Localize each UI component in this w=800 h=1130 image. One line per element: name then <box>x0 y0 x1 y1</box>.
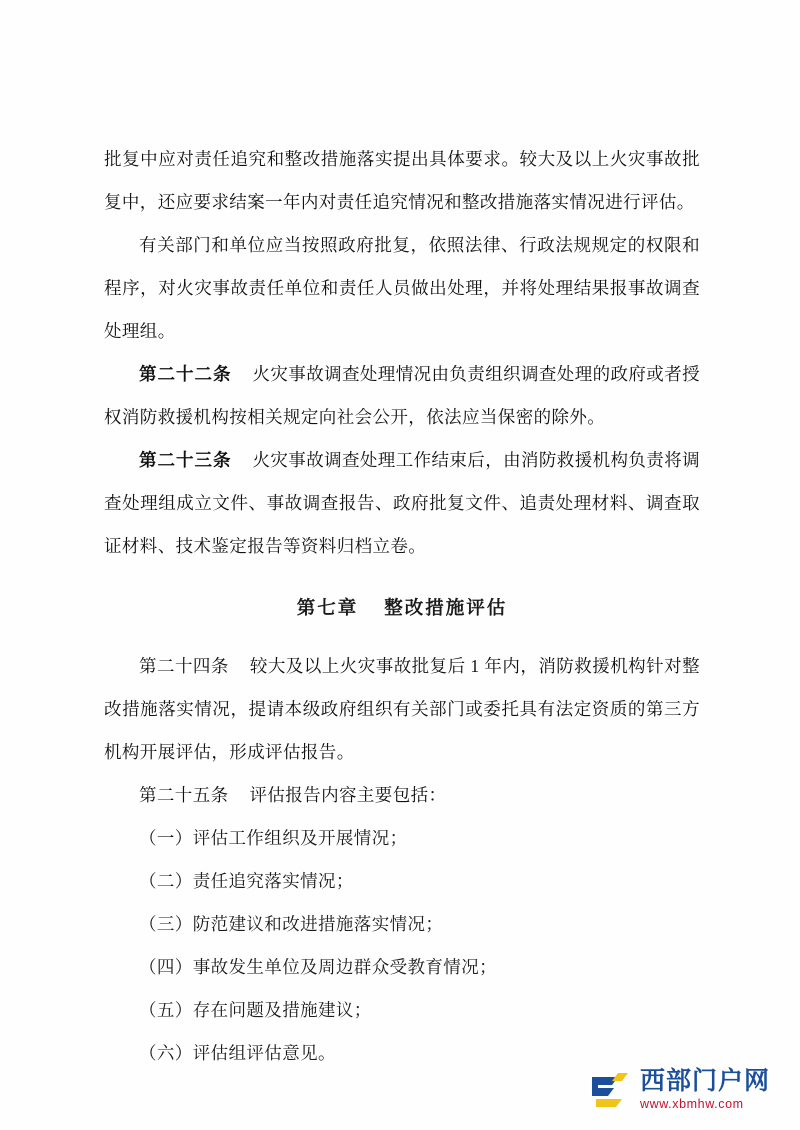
brand-url: www.xbmhw.com <box>639 1097 744 1112</box>
brand-name: 西部门户网 <box>639 1067 770 1096</box>
list-item: （二）责任追究落实情况； <box>139 871 354 891</box>
paragraph-departments: 有关部门和单位应当按照政府批复，依照法律、行政法规规定的权限和程序，对火灾事故责任单位和责任人员做出处理，并将处理结果报事故调查处理组。 <box>104 235 700 341</box>
list-item: （六）评估组评估意见。 <box>139 1043 336 1063</box>
article-24 <box>104 645 700 774</box>
article-22-label: 第二十二条 <box>139 364 232 384</box>
article-25-label: 第二十五条 <box>139 785 229 805</box>
brand-logo-icon <box>588 1068 632 1112</box>
article-23 <box>104 439 700 568</box>
article-23-label: 第二十三条 <box>139 450 232 470</box>
article-24-text: 较大及以上火灾事故批复后 1 年内，消防救援机构针对整改措施落实情况，提请本级政府组织有关部门或委托具有法定资质的第三方机构开展评估，形成评估报告。 <box>104 656 700 762</box>
site-watermark <box>588 1068 770 1112</box>
article-25 <box>104 774 700 817</box>
article-24-label: 第二十四条 <box>139 656 229 676</box>
list-item: （一）评估工作组织及开展情况； <box>139 828 408 848</box>
document-body <box>104 138 700 1075</box>
list-item: （五）存在问题及措施建议； <box>139 1000 372 1020</box>
article-23-text: 火灾事故调查处理工作结束后，由消防救援机构负责将调查处理组成立文件、事故调查报告、政府批复文件、追责处理材料、调查取证材料、技术鉴定报告等资料归档立卷。 <box>104 450 700 556</box>
chapter-heading <box>104 588 700 631</box>
paragraph-batch-reply: 批复中应对责任追究和整改措施落实提出具体要求。较大及以上火灾事故批复中，还应要求结案一年内对责任追究情况和整改措施落实情况进行评估。 <box>104 149 700 212</box>
article-22 <box>104 353 700 439</box>
list-item: （三）防范建议和改进措施落实情况； <box>139 914 444 934</box>
article-25-text: 评估报告内容主要包括： <box>249 785 447 805</box>
article-22-text: 火灾事故调查处理情况由负责组织调查处理的政府或者授权消防救援机构按相关规定向社会公开，依法应当保密的除外。 <box>104 364 700 427</box>
chapter-number: 第七章 <box>296 599 359 619</box>
chapter-title-text: 整改措施评估 <box>384 599 508 619</box>
list-item: （四）事故发生单位及周边群众受教育情况； <box>139 957 497 977</box>
brand-text <box>640 1069 770 1111</box>
